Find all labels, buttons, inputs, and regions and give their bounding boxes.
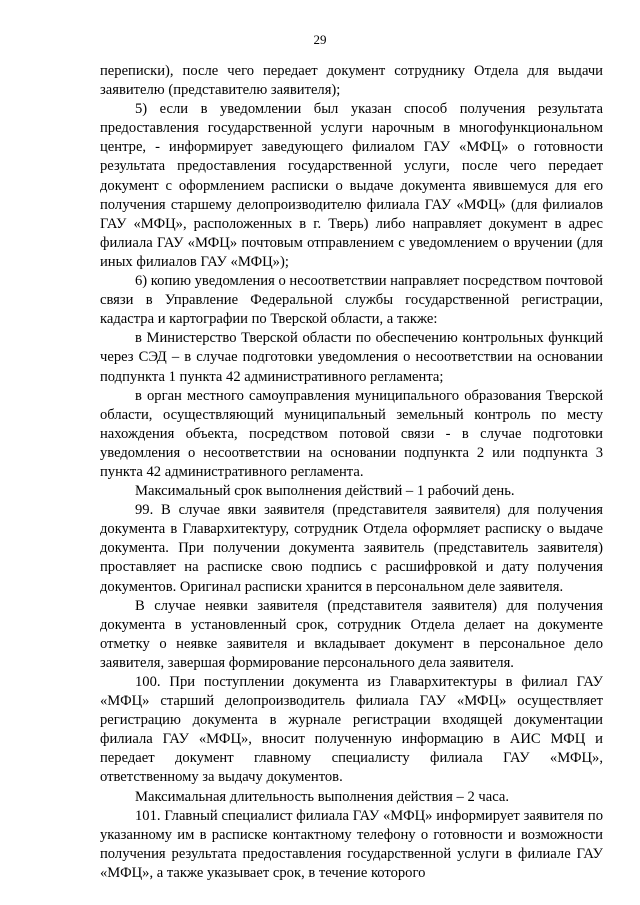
paragraph: Максимальный срок выполнения действий – 1 рабочий день. [135,483,515,500]
paragraph: переписки), после чего передает документ сотруднику Отдела для выдачи заявителю (представителю заявителя); [100,63,603,99]
paragraph: 101. Главный специалист филиала ГАУ «МФЦ» информирует заявителя по указанному им в расписке контактному телефону о готовности и возможности получения результата предоставления государственной услуги в филиале ГАУ «МФЦ», а также указывает срок, в течение которого [100,807,603,881]
paragraph: 5) если в уведомлении был указан способ получения результата предоставления государственной услуги нарочным в многофункциональном центре, - информирует заведующего филиалом ГАУ «МФЦ» о готовности результата предоставления государственной услуги, после чего передает документ с оформлением расписки о выдаче документа явившемуся для его получения старшему делопроизводителю филиала ГАУ «МФЦ» (для филиалов ГАУ «МФЦ», расположенных в г. Тверь) либо направляет документ в адрес филиала ГАУ «МФЦ» почтовым отправлением с уведомлением о вручении (для иных филиалов ГАУ «МФЦ»); [100,101,603,270]
paragraph: В случае неявки заявителя (представителя заявителя) для получения документа в установленный срок, сотрудник Отдела делает на документе отметку о неявке заявителя и вкладывает документ в персональное дело заявителя, завершая формирование персонального дела заявителя. [100,597,603,671]
paragraph: в Министерство Тверской области по обеспечению контрольных функций через СЭД – в случае подготовки уведомления о несоответствии на основании подпункта 1 пункта 42 административного регламента; [100,330,603,385]
paragraph: 6) копию уведомления о несоответствии направляет посредством почтовой связи в Управление Федеральной службы государственной регистрации, кадастра и картографии по Тверской области, а также: [100,273,603,328]
document-body [100,62,603,883]
page-number: 29 [313,32,327,47]
paragraph: 100. При поступлении документа из Главархитектуры в филиал ГАУ «МФЦ» старший делопроизводитель филиала ГАУ «МФЦ» осуществляет регистрацию документа в журнале регистрации входящей документации филиала ГАУ «МФЦ», вносит полученную информацию в АИС МФЦ и передает документ главному специалисту филиала ГАУ «МФЦ», ответственному за выдачу документов. [100,674,603,786]
paragraph: Максимальная длительность выполнения действия – 2 часа. [135,788,510,805]
paragraph: 99. В случае явки заявителя (представителя заявителя) для получения документа в Главархитектуру, сотрудник Отдела оформляет расписку о выдаче документа. При получении документа заявитель (представитель заявителя) проставляет на расписке свою подпись с расшифровкой и дату получения документов. Оригинал расписки хранится в персональном деле заявителя. [100,502,603,595]
paragraph: в орган местного самоуправления муниципального образования Тверской области, осуществляющий муниципальный земельный контроль по месту нахождения объекта, посредством потовой связи - в случае подготовки уведомления о несоответствии на основании подпункта 2 или подпункта 3 пункта 42 административного регламента. [100,387,603,480]
